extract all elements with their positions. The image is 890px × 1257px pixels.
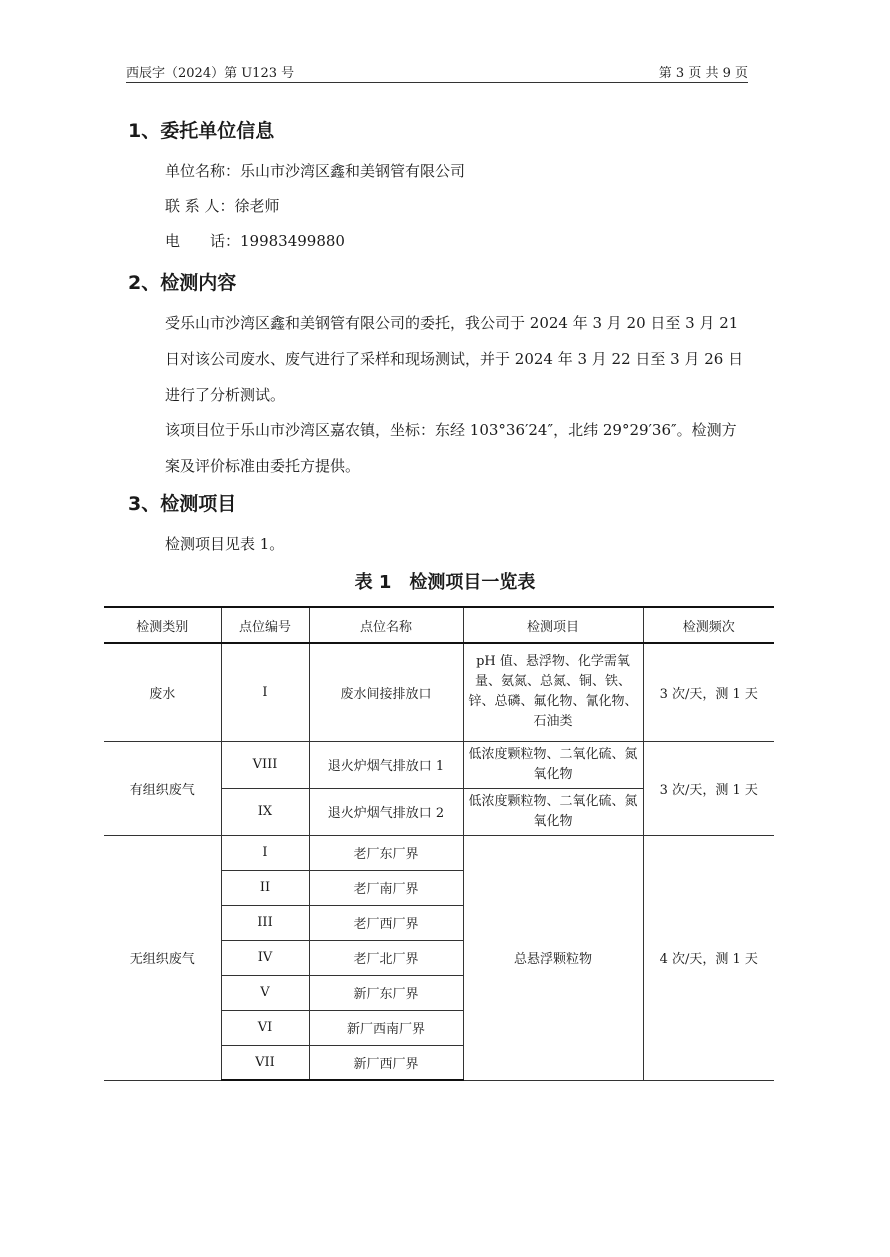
section-2-title: 2、检测内容: [128, 272, 237, 294]
items-cell: 低浓度颗粒物、二氧化硫、氮氧化物: [463, 788, 643, 835]
items-cell: 总悬浮颗粒物: [463, 835, 643, 1080]
header-point-code: 点位编号: [221, 607, 309, 643]
point-code-cell: I: [221, 835, 309, 870]
section-3-intro: 检测项目见表 1。: [165, 535, 285, 553]
section-3-title: 3、检测项目: [128, 493, 237, 515]
header-frequency: 检测频次: [643, 607, 774, 643]
items-cell: 低浓度颗粒物、二氧化硫、氮氧化物: [463, 741, 643, 788]
point-name-cell: 新厂东厂界: [309, 975, 463, 1010]
point-code-cell: II: [221, 870, 309, 905]
category-cell: 废水: [104, 643, 221, 741]
detection-period-text: 受乐山市沙湾区鑫和美钢管有限公司的委托，我公司于 2024 年 3 月 20 日至 3 月 21 日对该公司废水、废气进行了采样和现场测试，并于 2024 年 3 月 22 日至 3 月 26 日进行了分析测试。: [165, 314, 744, 404]
header-items: 检测项目: [463, 607, 643, 643]
client-phone: 电 话：19983499880: [165, 232, 345, 250]
point-name-cell: 老厂东厂界: [309, 835, 463, 870]
header-point-name: 点位名称: [309, 607, 463, 643]
header-category: 检测类别: [104, 607, 221, 643]
point-code-cell: IX: [221, 788, 309, 835]
table-row: [104, 835, 774, 870]
point-code-cell: VI: [221, 1010, 309, 1045]
point-name-cell: 老厂南厂界: [309, 870, 463, 905]
section-2-paragraph-2: [128, 412, 748, 484]
table-header-row: [104, 607, 774, 643]
point-name-cell: 老厂北厂界: [309, 940, 463, 975]
project-location-text: 该项目位于乐山市沙湾区嘉农镇，坐标：东经 103°36′24″，北纬 29°29′36″。检测方案及评价标准由委托方提供。: [165, 421, 737, 475]
point-name-cell: 退火炉烟气排放口 1: [309, 741, 463, 788]
items-cell: pH 值、悬浮物、化学需氧量、氨氮、总氮、铜、铁、锌、总磷、氟化物、氰化物、石油类: [463, 643, 643, 741]
category-cell: 有组织废气: [104, 741, 221, 835]
point-name-cell: 退火炉烟气排放口 2: [309, 788, 463, 835]
point-code-cell: III: [221, 905, 309, 940]
category-cell: 无组织废气: [104, 835, 221, 1080]
frequency-cell: 3 次/天，测 1 天: [643, 741, 774, 835]
table-caption: 表 1 检测项目一览表: [354, 572, 536, 593]
frequency-cell: 4 次/天，测 1 天: [643, 835, 774, 1080]
table-row: [104, 643, 774, 741]
point-code-cell: V: [221, 975, 309, 1010]
point-code-cell: VIII: [221, 741, 309, 788]
point-code-cell: I: [221, 643, 309, 741]
point-name-cell: 新厂西南厂界: [309, 1010, 463, 1045]
table-row: [104, 741, 774, 788]
client-contact: 联 系 人：徐老师: [165, 197, 280, 215]
client-unit-name: 单位名称：乐山市沙湾区鑫和美钢管有限公司: [165, 162, 466, 180]
detection-items-table: [104, 606, 774, 1081]
page-header: [126, 60, 748, 83]
point-code-cell: IV: [221, 940, 309, 975]
point-name-cell: 废水间接排放口: [309, 643, 463, 741]
frequency-cell: 3 次/天，测 1 天: [643, 643, 774, 741]
section-2-paragraph-1: [128, 305, 748, 413]
point-name-cell: 老厂西厂界: [309, 905, 463, 940]
section-1-title: 1、委托单位信息: [128, 120, 275, 142]
page-number: 第 3 页 共 9 页: [658, 66, 748, 81]
point-name-cell: 新厂西厂界: [309, 1045, 463, 1080]
point-code-cell: VII: [221, 1045, 309, 1080]
report-number: 西辰字（2024）第 U123 号: [126, 66, 295, 81]
